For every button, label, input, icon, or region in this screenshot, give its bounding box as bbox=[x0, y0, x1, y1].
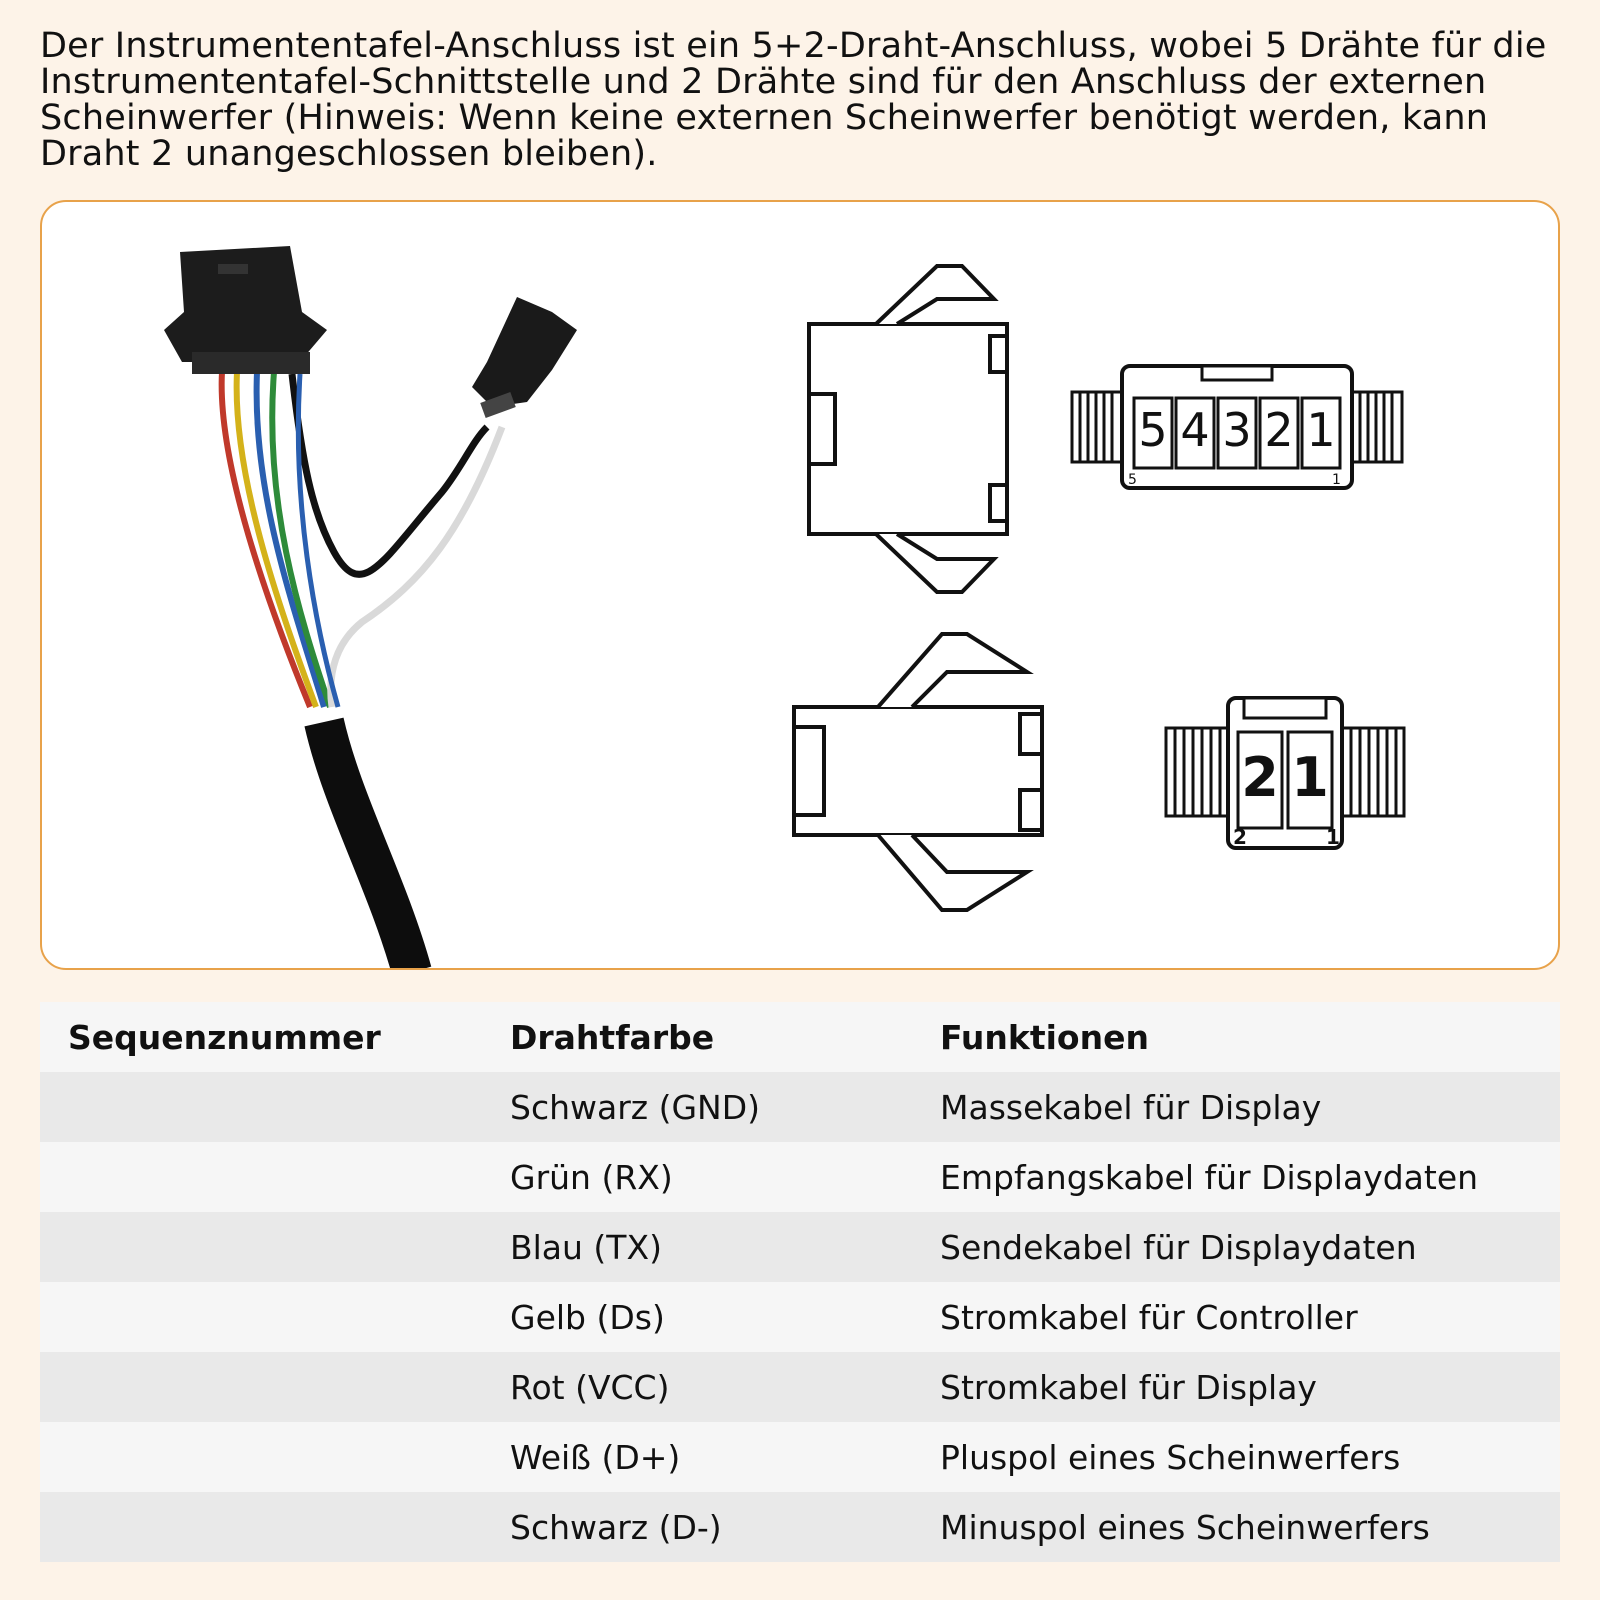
edge-label-1: 1 bbox=[1332, 472, 1341, 488]
cell-wire-color: Grün (RX) bbox=[488, 1142, 918, 1212]
table-row bbox=[40, 1282, 1560, 1352]
cell-sequence bbox=[40, 1492, 488, 1562]
wire-blue-2 bbox=[298, 374, 338, 707]
header-functions: Funktionen bbox=[918, 1002, 1560, 1072]
connector-5pin-side-view bbox=[809, 266, 1007, 592]
cell-function: Pluspol eines Scheinwerfers bbox=[918, 1422, 1560, 1492]
cell-function: Massekabel für Display bbox=[918, 1072, 1560, 1142]
small-connector-housing bbox=[472, 297, 577, 407]
cell-sequence bbox=[40, 1212, 488, 1282]
connector-2pin-face bbox=[1166, 698, 1404, 849]
big-connector-housing bbox=[164, 246, 327, 362]
table-row bbox=[40, 1072, 1560, 1142]
cell-wire-color: Rot (VCC) bbox=[488, 1352, 918, 1422]
pin-2-label: 2 bbox=[1264, 403, 1294, 457]
edge-label-1-2pin: 1 bbox=[1326, 825, 1340, 849]
connector-2pin-side-view bbox=[794, 634, 1042, 910]
cell-sequence bbox=[40, 1422, 488, 1492]
connector-diagram-panel bbox=[40, 200, 1560, 970]
cell-function: Sendekabel für Displaydaten bbox=[918, 1212, 1560, 1282]
cell-function: Minuspol eines Scheinwerfers bbox=[918, 1492, 1560, 1562]
cell-sequence bbox=[40, 1352, 488, 1422]
table-row bbox=[40, 1212, 1560, 1282]
pin-4-label: 4 bbox=[1180, 403, 1210, 457]
cell-sequence bbox=[40, 1142, 488, 1212]
table-row bbox=[40, 1422, 1560, 1492]
cell-wire-color: Blau (TX) bbox=[488, 1212, 918, 1282]
wiring-table bbox=[40, 1002, 1560, 1562]
cell-wire-color: Schwarz (GND) bbox=[488, 1072, 918, 1142]
pin-2-label-2pin: 2 bbox=[1241, 746, 1279, 809]
wire-black-big bbox=[292, 374, 487, 574]
wire-white bbox=[331, 427, 502, 707]
cell-function: Stromkabel für Display bbox=[918, 1352, 1560, 1422]
pin-1-label: 1 bbox=[1306, 403, 1336, 457]
intro-text: Der Instrumententafel-Anschluss ist ein 5+2-Draht-Anschluss, wobei 5 Drähte für die Instrumententafel-Schnittstelle und 2 Drähte sind für den Anschluss der externen Scheinwerfer (Hinweis: Wenn keine externen Scheinwerfer benötigt werden, kann Draht 2 unangeschlossen bleiben). bbox=[40, 26, 1547, 174]
connector-5pin-face bbox=[1072, 366, 1402, 488]
cable-photo bbox=[164, 246, 577, 968]
pin-3-label: 3 bbox=[1222, 403, 1252, 457]
header-sequence: Sequenznummer bbox=[40, 1002, 488, 1072]
connector-diagram bbox=[42, 202, 1558, 968]
cell-wire-color: Schwarz (D-) bbox=[488, 1492, 918, 1562]
main-cable bbox=[324, 722, 412, 968]
cell-function: Empfangskabel für Displaydaten bbox=[918, 1142, 1560, 1212]
table-row bbox=[40, 1142, 1560, 1212]
cell-sequence bbox=[40, 1072, 488, 1142]
table-row bbox=[40, 1352, 1560, 1422]
edge-label-5: 5 bbox=[1128, 472, 1137, 488]
cell-sequence bbox=[40, 1282, 488, 1352]
pin-5-label: 5 bbox=[1138, 403, 1168, 457]
cell-function: Stromkabel für Controller bbox=[918, 1282, 1560, 1352]
cell-wire-color: Gelb (Ds) bbox=[488, 1282, 918, 1352]
cell-wire-color: Weiß (D+) bbox=[488, 1422, 918, 1492]
table-header-row bbox=[40, 1002, 1560, 1072]
table-row bbox=[40, 1492, 1560, 1562]
pin-1-label-2pin: 1 bbox=[1291, 746, 1329, 809]
header-wire-color: Drahtfarbe bbox=[488, 1002, 918, 1072]
edge-label-2: 2 bbox=[1233, 825, 1247, 849]
